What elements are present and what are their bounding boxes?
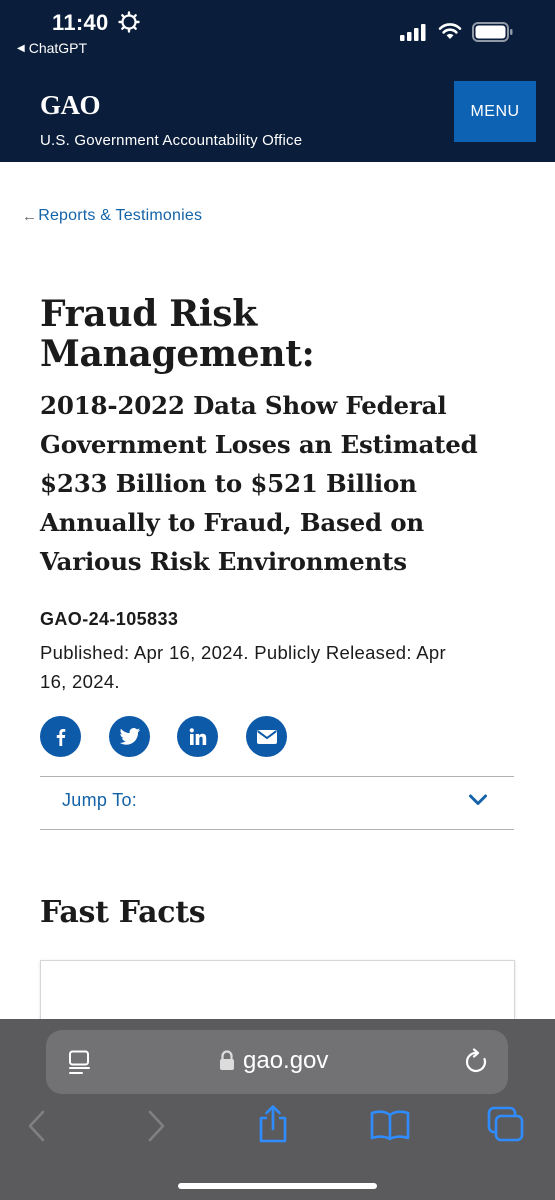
site-header [0, 78, 555, 162]
reload-icon[interactable] [464, 1048, 490, 1076]
status-time: 11:40 [52, 10, 109, 35]
jump-to-label: Jump To: [62, 790, 138, 810]
focus-mode-icon [118, 11, 140, 33]
forward-nav-icon[interactable] [146, 1110, 166, 1142]
status-bar [0, 0, 555, 78]
twitter-icon [119, 727, 141, 747]
share-facebook-button[interactable] [40, 716, 81, 757]
back-app-label: ChatGPT [28, 40, 88, 56]
back-to-app-link[interactable] [17, 40, 87, 56]
back-triangle-icon: ◀ [17, 42, 25, 54]
subtitle-line: $233 Billion to $521 Billion [40, 469, 417, 498]
bookmarks-icon[interactable] [369, 1108, 411, 1142]
page-subtitle [40, 386, 530, 581]
reader-mode-icon[interactable] [68, 1050, 92, 1076]
lock-icon [219, 1050, 235, 1072]
report-id: GAO-24-105833 [40, 609, 179, 629]
cellular-signal-icon [400, 24, 426, 41]
back-nav-icon[interactable] [27, 1110, 47, 1142]
publication-line: Published: Apr 16, 2024. Publicly Released: Apr [40, 642, 446, 663]
back-arrow-icon: ← [22, 207, 38, 225]
subtitle-line: Government Loses an Estimated [40, 430, 478, 459]
share-linkedin-button[interactable] [177, 716, 218, 757]
title-line: Fraud Risk [40, 293, 257, 335]
menu-button[interactable]: MENU [454, 81, 536, 142]
address-bar[interactable] [46, 1030, 508, 1094]
breadcrumb-label: Reports & Testimonies [38, 207, 203, 224]
chevron-down-icon [468, 793, 488, 807]
title-line: Management: [40, 333, 315, 375]
facebook-icon [51, 727, 71, 747]
gao-logo[interactable]: GAO [40, 90, 101, 120]
breadcrumb-link[interactable] [22, 207, 202, 225]
publication-line: 16, 2024. [40, 671, 120, 692]
publication-date [40, 638, 520, 696]
url-text[interactable]: gao.gov [243, 1047, 329, 1074]
linkedin-icon [188, 727, 208, 747]
subtitle-line: 2018-2022 Data Show Federal [40, 391, 447, 420]
battery-icon [472, 22, 514, 42]
page-title [40, 294, 520, 374]
share-twitter-button[interactable] [109, 716, 150, 757]
share-email-button[interactable] [246, 716, 287, 757]
wifi-icon [438, 22, 462, 40]
subtitle-line: Annually to Fraud, Based on [40, 508, 425, 537]
home-indicator [178, 1183, 377, 1189]
org-name: U.S. Government Accountability Office [40, 132, 303, 149]
subtitle-line: Various Risk Environments [40, 547, 407, 576]
fast-facts-heading: Fast Facts [40, 895, 206, 930]
tabs-icon[interactable] [487, 1106, 527, 1144]
email-icon [256, 728, 278, 746]
share-icon[interactable] [256, 1104, 290, 1144]
jump-to-dropdown[interactable] [40, 776, 514, 830]
